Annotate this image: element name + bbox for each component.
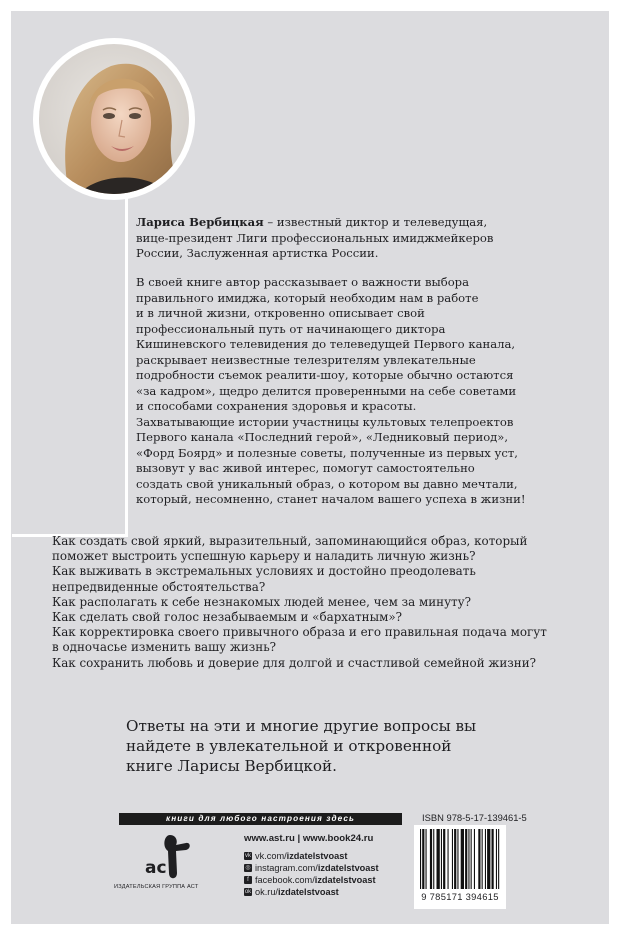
facebook-icon: f [244,876,252,884]
author-bio-line: – известный диктор и телеведущая, [263,215,488,229]
question-line: поможет выстроить успешную карьеру и наладить личную жизнь? [52,549,476,564]
question-line: Как выживать в экстремальных условиях и достойно преодолевать [52,564,476,579]
answer-line: найдете в увлекательной и откровенной [126,737,452,755]
barcode-bar [433,829,434,889]
question-line: в одночасье изменить вашу жизнь? [52,640,277,655]
social-handle: izdatelstvoast [277,887,339,897]
description-line: вызовут у вас живой интерес, помогут самостоятельно [136,461,475,475]
description-line: профессиональный путь от начинающего диктора [136,321,446,336]
barcode-bar [461,829,464,889]
description-line: раскрывает неизвестные телезрителям увлекательные [136,352,476,367]
author-bio [136,215,493,262]
publisher-websites: www.ast.ru | www.book24.ru [244,833,374,844]
barcode-bar [457,829,458,889]
description-line: подробности съемок реалити-шоу, которые обычно остаются [136,368,514,382]
answer-line: Ответы на эти и многие другие вопросы вы [126,717,477,735]
description-line: который, несомненно, станет началом вашего успеха в жизни! [136,492,526,506]
question-line: Как создать свой яркий, выразительный, запоминающийся образ, который [52,534,528,548]
answer-line: книге Ларисы Вербицкой. [126,757,337,775]
barcode-bar [441,829,442,889]
author-bio-line: вице-президент Лиги профессиональных имиджмейкеров [136,230,494,245]
barcode-bar [468,829,469,889]
social-handle: izdatelstvoast [286,851,348,861]
barcode-bar [448,829,449,889]
description-line: Кишиневского телевидения до телеведущей Первого канала, [136,337,516,351]
description-line: «за кадром», щедро делится проверенными на себе советами [136,383,517,398]
question-line: Как сохранить любовь и доверие для долгой и счастливой семейной жизни? [52,655,536,670]
social-link-odnoklassniki[interactable] [244,887,339,897]
barcode-bar [496,829,497,889]
social-link-facebook[interactable] [244,875,376,885]
odnoklassniki-icon: ok [244,889,252,895]
social-link-instagram[interactable] [244,863,379,873]
social-handle: izdatelstvoast [314,875,376,885]
barcode-bar [437,829,440,889]
svg-text:ас: ас [145,858,167,878]
barcode-bar [454,829,456,889]
social-prefix: vk.com/ [255,851,287,861]
social-prefix: facebook.com/ [255,875,315,885]
barcode-bars [414,825,506,891]
question-line: Как корректировка своего привычного образа и его правильная подача могут [52,625,547,640]
barcode-bar [443,829,445,889]
barcode [414,825,506,909]
description-line: Первого канала «Последний герой», «Ледниковый период», [136,430,509,444]
author-bio-line: России, Заслуженная артистка России. [136,246,379,260]
publisher-logo [142,833,192,886]
barcode-number: 9 785171 394615 [421,891,499,902]
social-prefix: instagram.com/ [255,863,318,873]
barcode-bar [430,829,432,889]
social-prefix: ok.ru/ [255,887,278,897]
description-line: создать свой уникальный образ, о котором вы давно мечтали, [136,476,518,491]
book-description [136,275,526,508]
description-line: «Форд Боярд» и полезные советы, полученные из первых уст, [136,445,518,460]
question-line: Как сделать свой голос незабываемым и «бархатным»? [52,610,402,625]
description-line: В своей книге автор рассказывает о важности выбора [136,275,470,289]
questions-block [52,534,547,671]
series-tagline: книги для любого настроения здесь [119,813,402,825]
barcode-bar [452,829,453,889]
question-line: Как располагать к себе незнакомых людей менее, чем за минуту? [52,594,472,609]
barcode-bar [420,829,421,889]
barcode-bar [426,829,427,889]
author-photo-frame [33,38,195,200]
barcode-bar [498,829,499,889]
description-line: и в личной жизни, откровенно описывает свой [136,306,425,320]
vk-icon: vk [245,853,251,859]
publisher-name: ИЗДАТЕЛЬСКАЯ ГРУППА АСТ [114,884,199,890]
instagram-icon: ◎ [245,865,251,871]
description-line: Захватывающие истории участницы культовых телепроектов [136,414,514,429]
author-photo [39,44,189,194]
social-link-vk[interactable] [244,851,347,861]
barcode-bar [485,829,486,889]
barcode-bar [471,829,472,889]
isbn-label: ISBN 978-5-17-139461-5 [422,812,527,823]
description-line: и способами сохранения здоровья и красоты. [136,399,417,413]
barcode-bar [465,829,467,889]
author-name: Лариса Вербицкая [136,215,264,229]
social-handle: izdatelstvoast [317,863,379,873]
answer-callout [126,716,476,776]
barcode-bar [482,829,483,889]
barcode-bar [487,829,490,889]
vertical-divider-line [125,196,128,534]
barcode-bar [478,829,480,889]
barcode-bar [422,829,424,889]
barcode-bar [474,829,475,889]
question-line: непредвиденные обстоятельства? [52,579,266,594]
description-line: правильного имиджа, который необходим нам в работе [136,290,479,305]
barcode-bar [492,829,494,889]
